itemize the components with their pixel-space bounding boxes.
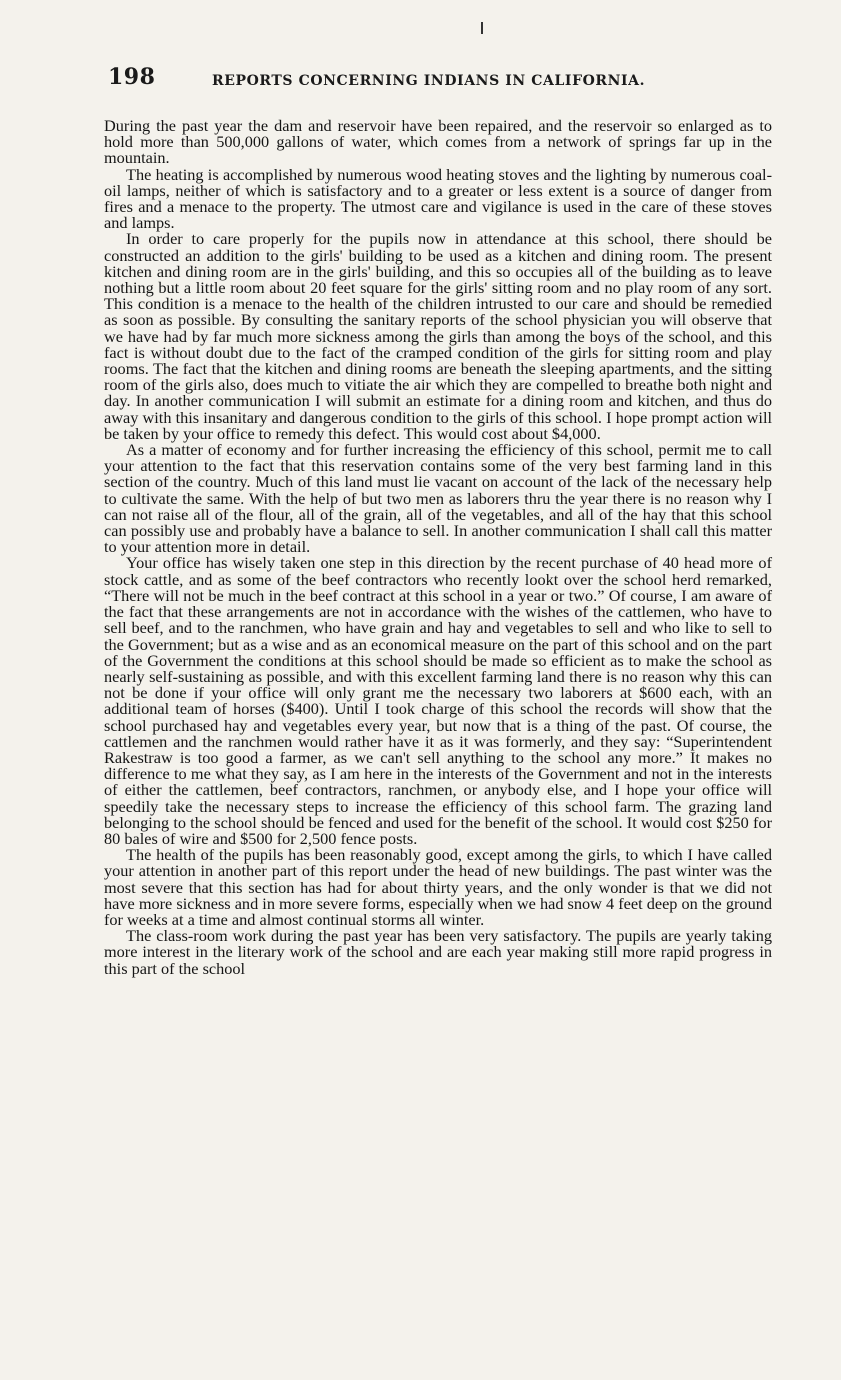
page-number: 198 <box>108 64 156 90</box>
running-title: REPORTS CONCERNING INDIANS IN CALIFORNIA. <box>212 73 646 89</box>
body-text <box>104 118 772 977</box>
paragraph-farming-land: As a matter of economy and for further increasing the efficiency of this school, permit me to call your attention to the fact that this reservation contains some of the very best farming land in this section of the country. Much of this land must lie vacant on account of the lack of the necessary help to cultivate the same. With the help of but two men as laborers thru the year there is no reason why I can not raise all of the flour, all of the grain, all of the vegetables, and all of the hay that this school can possibly use and probably have a balance to sell. In another communication I shall call this matter to your attention more in detail. <box>104 440 772 557</box>
page-header <box>108 64 776 94</box>
paragraph-health: The health of the pupils has been reasonably good, except among the girls, to which I have called your attention in another part of this report under the head of new buildings. The past winter was the most severe that this section has had for about thirty years, and the only wonder is that we did not have more sickness and in more severe forms, especially when we had snow 4 feet deep on the ground for weeks at a time and almost continual storms all winter. <box>104 845 772 929</box>
scan-mark <box>481 22 483 34</box>
paragraph-heating-lighting: The heating is accomplished by numerous wood heating stoves and the lighting by numerous coal-oil lamps, neither of which is satisfactory and to a greater or less extent is a source of danger from fires and a menace to the property. The utmost care and vigilance is used in the care of these stoves and lamps. <box>104 164 772 233</box>
paragraph-stock-cattle: Your office has wisely taken one step in this direction by the recent purchase of 40 head more of stock cattle, and as some of the beef contractors who recently lookt over the school herd remarked, “There will not be much in the beef contract at this school in a year or two.” Of course, I am aware of the fact that these arrangements are not in accordance with the wishes of the cattlemen, who have to sell beef, and to the ranchmen, who have grain and hay and vegetables to sell and who like to sell to the Government; but as a wise and as an economical measure on the part of this school and on the part of the Government the conditions at this school should be made so efficient as to make the school as nearly self-sustaining as possible, and with this excellent farming land there is no reason why this can not be done if your office will only grant me the necessary two laborers at $600 each, with an additional team of horses ($400). Until I took charge of this school the records will show that the school purchased hay and vegetables every year, but now that is a thing of the past. Of course, the cattlemen and the ranchmen would rather have it as it was formerly, and they say: “Superintendent Rakestraw is too good a farmer, as we can't sell anything to the school any more.” It makes no difference to me what they say, as I am here in the interests of the Government and not in the interests of either the cattlemen, beef contractors, ranchmen, or anybody else, and I hope your office will speedily take the necessary steps to increase the efficiency of this school farm. The grazing land belonging to the school should be fenced and used for the benefit of the school. It would cost $250 for 80 bales of wire and $500 for 2,500 fence posts. <box>104 553 772 848</box>
paragraph-class-room: The class-room work during the past year has been very satisfactory. The pupils are yearly taking more interest in the literary work of the school and are each year making still more rapid progress in this part of the school <box>104 926 772 978</box>
paragraph-girls-building: In order to care properly for the pupils now in attendance at this school, there should be constructed an addition to the girls' building to be used as a kitchen and dining room. The present kitchen and dining room are in the girls' building, and this so occupies all of the building as to leave nothing but a little room about 20 feet square for the girls' sitting room and no play room of any sort. This condition is a menace to the health of the children intrusted to our care and should be remedied as soon as possible. By consulting the sanitary reports of the school physician you will observe that we have had by far much more sickness among the girls than among the boys of the school, and this fact is without doubt due to the fact of the cramped condition of the girls for sitting room and play rooms. The fact that the kitchen and dining rooms are beneath the sleeping apartments, and the sitting room of the girls also, does much to vitiate the air which they are compelled to breathe both night and day. In another communication I will submit an estimate for a dining room and kitchen, and thus do away with this insanitary and dangerous condition to the girls of this school. I hope prompt action will be taken by your office to remedy this defect. This would cost about $4,000. <box>104 229 772 443</box>
paragraph-dam-reservoir: During the past year the dam and reservoir have been repaired, and the reservoir so enlarged as to hold more than 500,000 gallons of water, which comes from a network of springs far up in the mountain. <box>104 116 772 168</box>
